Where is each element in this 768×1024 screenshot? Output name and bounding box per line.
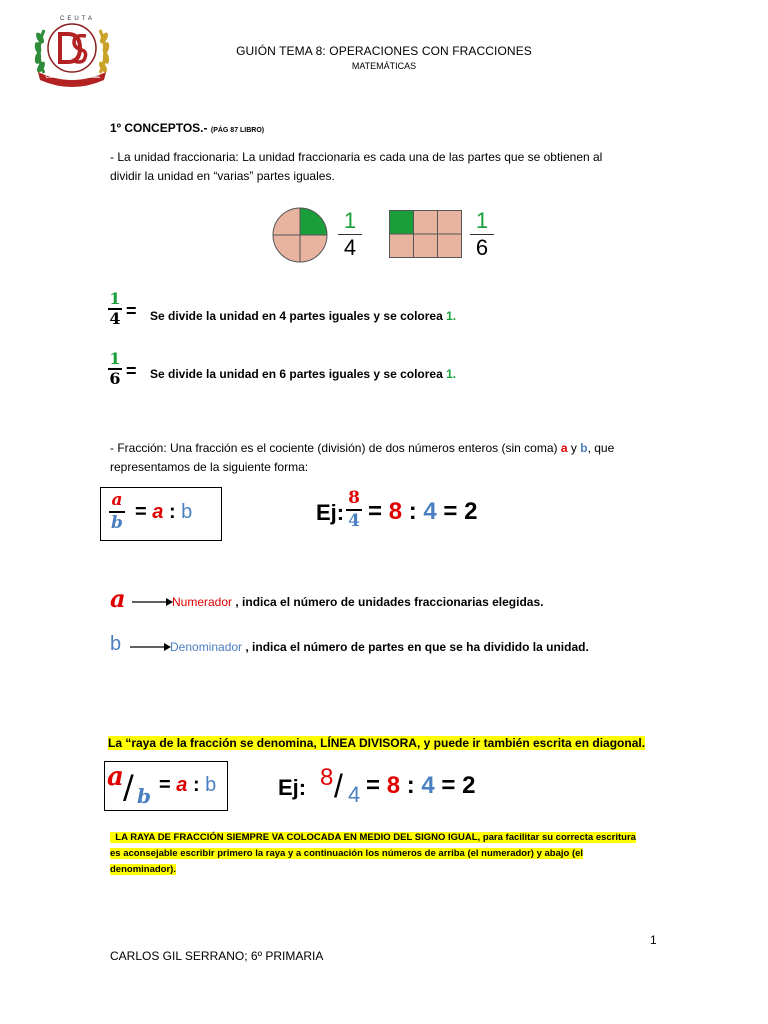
fraccion-y: y xyxy=(567,441,581,455)
diagonal-example-a: 8 xyxy=(386,772,401,799)
definition-b-symbol: b xyxy=(110,633,122,655)
circle-fraction-label xyxy=(338,209,362,260)
circle-quarter-figure xyxy=(272,207,328,263)
formula-a: a xyxy=(152,501,164,523)
formula-num: a xyxy=(111,490,123,510)
fraccion-var-a: a xyxy=(560,441,568,455)
circle-fraction-den: 4 xyxy=(343,235,357,260)
example-sixth xyxy=(108,350,608,396)
arrow-right-icon xyxy=(132,597,174,607)
section-heading-text: 1º CONCEPTOS.- xyxy=(110,121,208,135)
diagonal-example-b: 4 xyxy=(421,772,435,799)
diagonal-formula-expression xyxy=(159,774,216,797)
diagonal-example-num: 8 xyxy=(320,764,334,791)
example-8-4-colon: : xyxy=(408,498,417,525)
example-8-4 xyxy=(316,486,516,542)
definition-b-desc: , indica el número de partes en que se ha dividido la unidad. xyxy=(242,640,589,654)
example-quarter-equals: = xyxy=(126,301,137,321)
diagonal-example xyxy=(278,764,498,814)
raya-note xyxy=(108,736,645,750)
diagonal-example-expression xyxy=(366,772,475,800)
diagonal-example-equals: = xyxy=(366,772,381,799)
diagonal-formula-a: a xyxy=(176,774,188,796)
diagonal-formula-slash: / xyxy=(123,768,134,806)
example-8-4-result: 2 xyxy=(464,498,478,525)
unidad-text-1: La unidad fraccionaria es cada una de las partes que se obtienen al xyxy=(238,150,603,164)
example-8-4-b: 4 xyxy=(423,498,437,525)
warning-line-3 xyxy=(110,862,670,878)
formula-fraction xyxy=(109,490,125,534)
diagonal-formula-b: b xyxy=(205,774,217,796)
page-title: GUIÓN TEMA 8: OPERACIONES CON FRACCIONES xyxy=(236,44,532,58)
diagonal-formula-equals: = xyxy=(159,774,171,796)
logo-text-top: CEUTA xyxy=(60,16,95,22)
formula-equals: = xyxy=(135,501,147,523)
warning-text-1 xyxy=(110,832,636,843)
definition-denominador xyxy=(108,632,668,662)
example-sixth-desc: Se divide la unidad en 6 partes iguales y se colorea xyxy=(150,367,447,381)
definition-a-term: Numerador xyxy=(172,595,233,609)
page-subtitle: MATEMÁTICAS xyxy=(351,61,417,71)
rect-fraction-label xyxy=(470,209,494,260)
unidad-paragraph xyxy=(110,148,670,186)
footer-author: CARLOS GIL SERRANO; 6º PRIMARIA xyxy=(110,949,324,963)
fraccion-text-1: - Fracción: Una fracción es el cociente (división) de dos números enteros (sin coma) xyxy=(110,441,561,455)
raya-note-text: La “raya de la fracción se denomina, LÍNEA DIVISORA, y puede ir también escrita en diagonal. xyxy=(108,736,646,750)
rect-fraction-num: 1 xyxy=(475,208,489,233)
example-sixth-equals: = xyxy=(126,361,137,381)
example-sixth-highlight: 1. xyxy=(446,367,457,381)
logo-text-bottom: COLEGIO SAN DANIEL xyxy=(45,74,101,80)
page-number: 1 xyxy=(650,933,657,947)
fraccion-paragraph xyxy=(110,439,670,477)
definition-numerador xyxy=(108,584,668,614)
definition-a-text xyxy=(172,595,543,609)
unidad-term: - La unidad fraccionaria: xyxy=(110,150,239,164)
example-sixth-num: 1 xyxy=(109,349,121,368)
diagonal-formula-colon: : xyxy=(192,774,200,796)
definition-a-symbol: a xyxy=(110,584,126,613)
section-heading-note: (PÁG 87 LIBRO) xyxy=(210,127,265,134)
fraccion-line-2: representamos de la siguiente forma: xyxy=(110,460,309,474)
warning-text-1-content: LA RAYA DE FRACCIÓN SIEMPRE VA COLOCADA EN MEDIO DEL SIGNO IGUAL, para facilitar su correcta escritura xyxy=(115,832,636,843)
definition-a-desc: , indica el número de unidades fraccionarias elegidas. xyxy=(232,595,544,609)
example-8-4-equals: = xyxy=(368,498,383,525)
example-8-4-fraction xyxy=(346,488,362,532)
fraccion-text-end: , que xyxy=(587,441,615,455)
diagonal-example-den: 4 xyxy=(348,782,361,807)
example-8-4-equals-2: = xyxy=(443,498,458,525)
diagonal-formula-num: a xyxy=(107,762,124,792)
formula-den: b xyxy=(111,512,123,533)
formula-colon: : xyxy=(168,501,176,523)
example-quarter xyxy=(108,290,608,336)
unidad-line-1 xyxy=(110,148,670,167)
formula-b: b xyxy=(181,501,193,523)
example-quarter-desc: Se divide la unidad en 4 partes iguales y se colorea xyxy=(150,309,447,323)
diagonal-formula-box xyxy=(104,761,228,811)
diagonal-example-colon: : xyxy=(406,772,415,799)
example-sixth-fraction xyxy=(108,350,122,388)
fraccion-line-1 xyxy=(110,439,670,458)
formula-expression xyxy=(135,501,192,524)
circle-fraction-num: 1 xyxy=(343,208,357,233)
warning-line-1 xyxy=(110,830,670,846)
section-heading xyxy=(110,121,264,135)
example-quarter-highlight: 1. xyxy=(446,309,457,323)
warning-text-3: denominador). xyxy=(110,864,176,875)
example-quarter-text xyxy=(150,309,456,323)
fraccion-var-b: b xyxy=(580,441,588,455)
example-quarter-fraction xyxy=(108,290,122,328)
example-8-4-den-text: 4 xyxy=(348,510,360,531)
diagonal-example-equals-2: = xyxy=(441,772,456,799)
rect-sixth-figure xyxy=(389,210,462,258)
definition-b-term: Denominador xyxy=(170,640,243,654)
example-quarter-den: 4 xyxy=(109,308,121,328)
example-quarter-num: 1 xyxy=(109,289,121,308)
diagonal-example-result: 2 xyxy=(462,772,476,799)
example-sixth-text xyxy=(150,367,456,381)
arrow-right-icon xyxy=(130,642,172,652)
example-sixth-den: 6 xyxy=(109,368,121,388)
warning-paragraph xyxy=(110,830,670,878)
example-8-4-label: Ej: xyxy=(316,500,345,525)
formula-box xyxy=(100,487,222,541)
diagonal-formula-den: b xyxy=(137,784,151,808)
diagonal-example-slash: / xyxy=(334,768,343,804)
unidad-line-2: dividir la unidad en “varias” partes iguales. xyxy=(110,169,335,183)
warning-line-2 xyxy=(110,846,670,862)
example-8-4-expression xyxy=(368,498,477,526)
example-8-4-num: 8 xyxy=(348,488,360,508)
warning-text-2: es aconsejable escribir primero la raya y a continuación los números de arriba (el numerador) y abajo (el xyxy=(110,848,584,859)
rect-fraction-den: 6 xyxy=(475,235,489,260)
diagonal-example-label: Ej: xyxy=(278,775,307,800)
definition-b-text xyxy=(170,640,589,654)
example-8-4-a: 8 xyxy=(388,498,403,525)
